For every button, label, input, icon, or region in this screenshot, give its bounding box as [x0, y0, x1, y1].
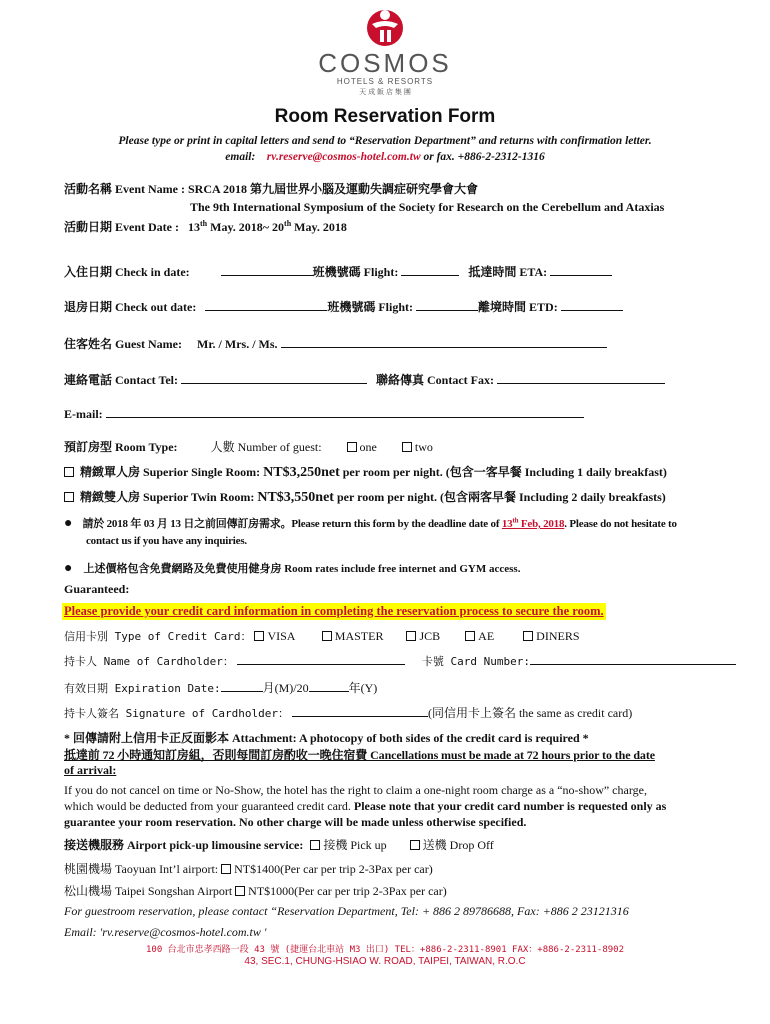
airport-row — [64, 836, 494, 853]
fax-field[interactable] — [497, 372, 665, 384]
cancellation-note-cont: of arrival: — [64, 763, 117, 777]
footer-email: Email: 'rv.reserve@cosmos-hotel.com.tw ' — [64, 925, 267, 939]
card-number-label: 卡號 Card Number: — [421, 655, 530, 668]
songshan-checkbox[interactable] — [235, 886, 245, 896]
bullet-icon: ● — [64, 561, 73, 576]
deadline-note: ● 請於 2018 年 03 月 13 日之前回傳訂房需求。Please return this form by the deadline date of 13th Feb, 2018. Please do not hesitate to — [64, 516, 677, 531]
guest-prefix: Mr. / Mrs. / Ms. — [197, 337, 278, 351]
cancellation-note: 抵達前 72 小時通知訂房組，否則每間訂房酌收一晚住宿費 Cancellations must be made at 72 hours prior to the date — [64, 748, 655, 762]
checkin-flight-label: 班機號碼 Flight: — [312, 265, 399, 279]
checkout-flight-field[interactable] — [416, 299, 478, 311]
signature-row — [64, 704, 632, 721]
guest-one-checkbox[interactable] — [347, 442, 357, 452]
logo-chinese: 天 成 飯 店 集 團 — [359, 89, 411, 96]
logo-subtitle: HOTELS & RESORTS — [336, 77, 434, 86]
email-field[interactable] — [106, 406, 584, 418]
etd-field[interactable] — [561, 299, 623, 311]
checkin-label: 入住日期 Check in date: — [64, 265, 190, 279]
tel-field[interactable] — [181, 372, 367, 384]
card-type-row: 信用卡別 Type of Credit Card： VISA MASTER JCB AE DINERS — [64, 629, 580, 643]
email-label: email: — [225, 151, 256, 163]
card-ae-checkbox[interactable] — [465, 631, 475, 641]
card-diners-checkbox[interactable] — [523, 631, 533, 641]
rates-note: ● 上述價格包含免費網路及免費使用健身房 Room rates include free internet and GYM access. — [64, 561, 521, 576]
room-type-row — [64, 438, 433, 455]
single-room-checkbox[interactable] — [64, 467, 74, 477]
cardholder-label: 持卡人 Name of Cardholder： — [64, 655, 234, 668]
guest-label: 住客姓名 Guest Name: — [64, 337, 182, 351]
event-name-english: The 9th International Symposium of the Society for Research on the Cerebellum and Ataxias — [190, 200, 665, 214]
footer-contact: For guestroom reservation, please contact “Reservation Department, Tel: + 886 2 89786688, Fax: +886 2 23121316 — [64, 904, 629, 918]
checkout-flight-label: 班機號碼 Flight: — [327, 300, 414, 314]
cosmos-emblem-icon — [363, 8, 407, 48]
event-date: 活動日期 Event Date : 13th May. 2018~ 20th May. 2018 — [64, 219, 347, 234]
guests-label: 人數 Number of guest: — [210, 440, 322, 454]
footer-address-zh: 100 台北市忠孝西路一段 43 號 (捷運台北車站 M3 出口) TEL：+886-2-2311-8901 FAX：+886-2-2311-8902 — [145, 945, 625, 955]
card-jcb-checkbox[interactable] — [406, 631, 416, 641]
logo-brand: COSMOS — [318, 48, 452, 78]
signature-note: (同信用卡上簽名 the same as credit card) — [427, 706, 633, 720]
expiry-month-field[interactable] — [221, 680, 263, 692]
reservation-email-link[interactable]: rv.reserve@cosmos-hotel.com.tw — [266, 151, 421, 163]
eta-label: 抵達時間 ETA: — [468, 265, 548, 279]
single-room-price: NT$3,250net — [263, 465, 340, 480]
pickup-label: 接機 Pick up — [323, 838, 387, 852]
expiry-year-field[interactable] — [309, 680, 349, 692]
guaranteed-label: Guaranteed: — [64, 582, 130, 596]
deadline-note-cont: contact us if you have any inquiries. — [86, 535, 247, 547]
email-row — [64, 406, 584, 422]
dropoff-checkbox[interactable] — [410, 840, 420, 850]
fax-text: or fax. +886-2-2312-1316 — [423, 151, 545, 163]
signature-label: 持卡人簽名 Signature of Cardholder： — [64, 707, 289, 720]
guest-two-label: two — [414, 440, 433, 454]
cardholder-field[interactable] — [237, 653, 405, 665]
card-master-checkbox[interactable] — [322, 631, 332, 641]
pickup-checkbox[interactable] — [310, 840, 320, 850]
card-type-label: 信用卡別 Type of Credit Card： — [64, 630, 252, 643]
single-room-option: 精緻單人房 Superior Single Room: NT$3,250net per room per night. (包含一客早餐 Including 1 daily breakfast) — [64, 463, 667, 481]
guest-two-checkbox[interactable] — [402, 442, 412, 452]
checkin-row — [64, 263, 612, 280]
taoyuan-row: 桃園機場 Taoyuan Int’l airport: NT$1400(Per car per trip 2-3Pax per car) — [64, 862, 433, 876]
checkout-label: 退房日期 Check out date: — [64, 300, 197, 314]
expiry-row: 有效日期 Expiration Date: 月(M)/20 年(Y) — [64, 681, 378, 695]
checkin-date-field[interactable] — [221, 264, 313, 276]
contact-line — [0, 151, 770, 163]
email-field-label: E-mail: — [64, 407, 103, 421]
twin-room-price: NT$3,550net — [257, 490, 334, 505]
attachment-note: * 回傳請附上信用卡正反面影本 Attachment: A photocopy of both sides of the credit card is required * — [64, 731, 589, 745]
twin-room-option: 精緻雙人房 Superior Twin Room: NT$3,550net per room per night. (包含兩客早餐 Including 2 daily breakfasts) — [64, 488, 666, 506]
hotel-logo — [300, 8, 470, 96]
twin-room-checkbox[interactable] — [64, 492, 74, 502]
instruction-line: Please type or print in capital letters and send to “Reservation Department” and returns with confirmation letter. — [118, 135, 652, 147]
expiry-label: 有效日期 Expiration Date: — [64, 682, 221, 695]
card-number-field[interactable] — [530, 653, 736, 665]
room-type-label: 預訂房型 Room Type: — [64, 440, 178, 454]
fax-label: 聯絡傳真 Contact Fax: — [376, 373, 495, 387]
checkout-date-field[interactable] — [205, 299, 327, 311]
noshow-line2: which would be deducted from your guaranteed credit card. Please note that your credit card number is requested only as — [64, 799, 667, 813]
songshan-row: 松山機場 Taipei Songshan Airport NT$1000(Per car per trip 2-3Pax per car) — [64, 884, 447, 898]
guest-one-label: one — [359, 440, 377, 454]
guaranteed-highlight: Please provide your credit card information in completing the reservation process to secure the room. — [64, 604, 604, 618]
cardholder-row — [64, 653, 736, 669]
card-visa-checkbox[interactable] — [254, 631, 264, 641]
signature-field[interactable] — [292, 705, 428, 717]
etd-label: 離境時間 ETD: — [478, 300, 558, 314]
footer-address-en: 43, SEC.1, CHUNG-HSIAO W. ROAD, TAIPEI, TAIWAN, R.O.C — [244, 956, 526, 967]
taoyuan-checkbox[interactable] — [221, 864, 231, 874]
tel-label: 連絡電話 Contact Tel: — [64, 373, 179, 387]
eta-field[interactable] — [550, 264, 612, 276]
event-name: 活動名稱 Event Name : SRCA 2018 第九屆世界小腦及運動失調症研究學會大會 — [64, 182, 478, 196]
dropoff-label: 送機 Drop Off — [422, 838, 494, 852]
guest-row — [64, 335, 607, 352]
noshow-line3: guarantee your room reservation. No other charge will be made unless otherwise specified. — [64, 815, 527, 829]
noshow-line1: If you do not cancel on time or No-Show, the hotel has the right to claim a one-night room charge as a “no-show” charge, — [64, 783, 647, 797]
guest-name-field[interactable] — [281, 336, 607, 348]
deadline-date: 13th Feb, 2018 — [501, 516, 565, 530]
airport-label: 接送機服務 Airport pick-up limousine service: — [64, 838, 304, 852]
checkout-row — [64, 298, 623, 315]
checkin-flight-field[interactable] — [401, 264, 459, 276]
page-title: Room Reservation Form — [274, 106, 496, 127]
contact-row — [64, 371, 665, 388]
bullet-icon: ● — [64, 516, 73, 531]
